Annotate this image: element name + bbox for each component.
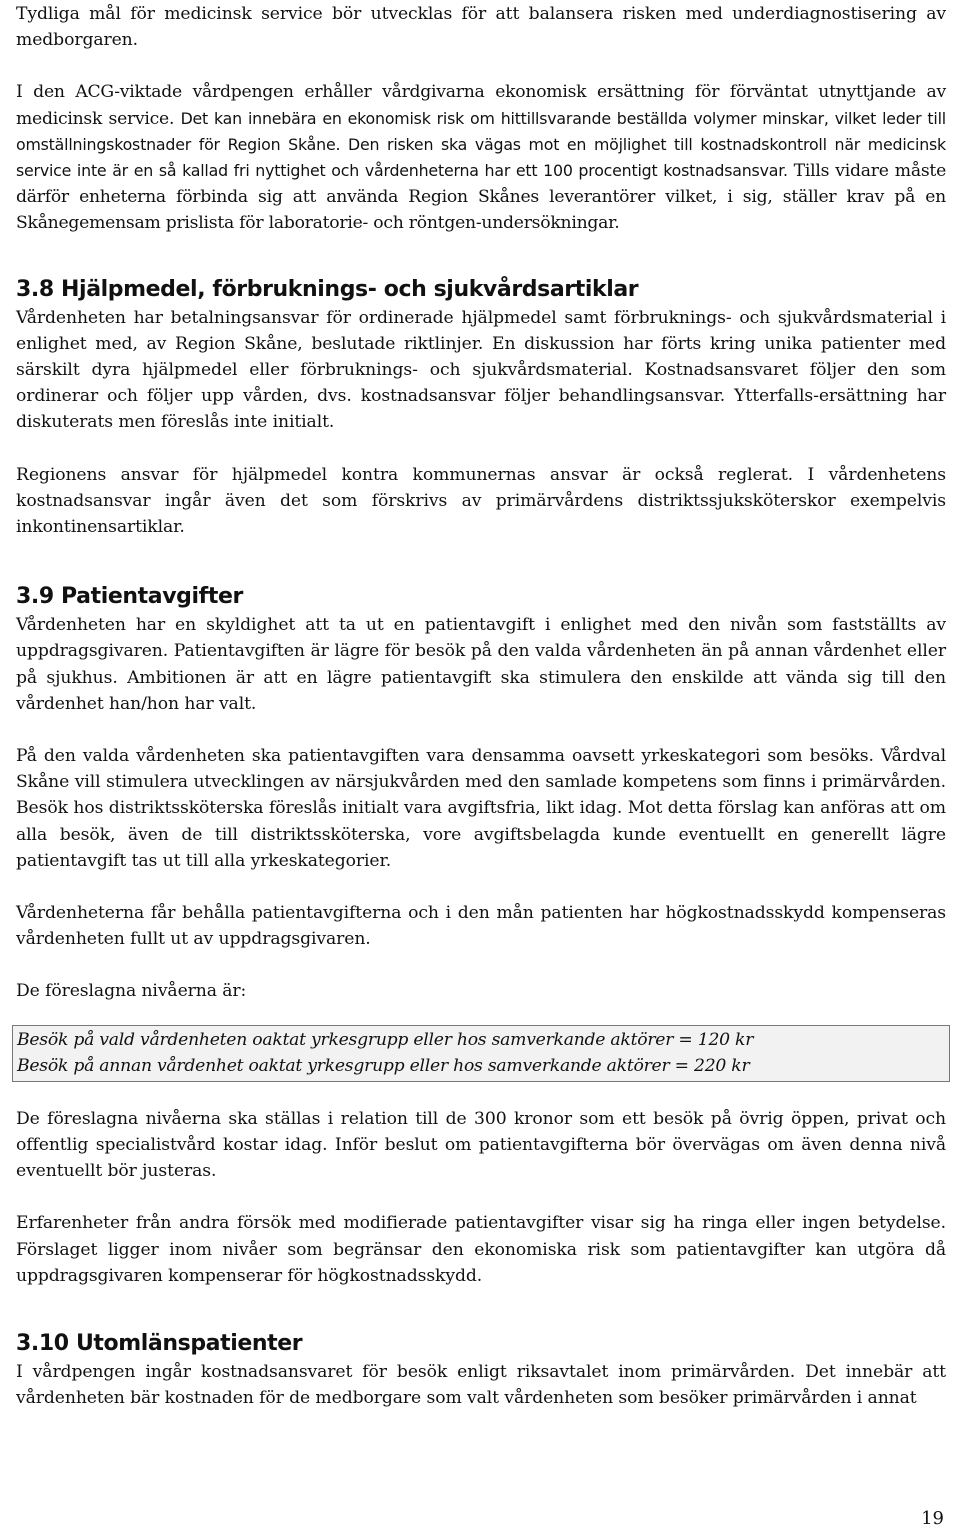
- paragraph-utomlanspatienter: I vårdpengen ingår kostnadsansvaret för besök enligt riksavtalet inom primärvården. Det innebär att vårdenheten bär kostnaden för de medborgare som valt vårdenheten som besöker primärvården i annat: [16, 1361, 946, 1409]
- section-title: Utomlänspatienter: [75, 1330, 303, 1356]
- section-title: Hjälpmedel, förbruknings- och sjukvårdsartiklar: [61, 276, 639, 302]
- section-heading-3-10: [16, 1331, 946, 1357]
- page-number: 19: [921, 1508, 944, 1529]
- section-heading-3-8: [16, 277, 946, 303]
- paragraph-regionens-ansvar: Regionens ansvar för hjälpmedel kontra kommunernas ansvar är också reglerat. I vårdenhetens kostnadsansvar ingår även det som förskrivs av primärvårdens distriktssjuksköterskor exempelvis inkontinensartiklar.: [16, 464, 946, 538]
- section-number: 3.9: [16, 584, 54, 610]
- paragraph-hjalpmedel-ansvar: Vårdenheten har betalningsansvar för ordinerade hjälpmedel samt förbruknings- och sjukvårdsmaterial i enlighet med, av Region Skåne, beslutade riktlinjer. En diskussion har förts kring unika patienter med särskilt dyra hjälpmedel eller förbruknings- och sjukvårdsmaterial. Kostnadsansvaret följer den som ordinerar och följer upp vården, dvs. kostnadsansvar följer behandlingsansvar. Ytterfalls-ersättning har diskuterats men föreslås inte initialt.: [16, 307, 946, 433]
- paragraph-erfarenheter: Erfarenheter från andra försök med modifierade patientavgifter visar sig ha ringa eller ingen betydelse. Förslaget ligger inom nivåer som begränsar den ekonomiska risk som patientavgifter kan utgöra då uppdragsgivaren kompenserar för högkostnadsskydd.: [16, 1213, 946, 1286]
- fee-levels-box: [12, 1025, 950, 1082]
- paragraph-acg-sentence-2: Det kan innebära en ekonomisk risk om hittillsvarande beställda volymer minskar, vilket leder till omställningskostnader för Region Skåne.: [16, 108, 946, 154]
- section-number: 3.8: [16, 276, 54, 302]
- paragraph-foreslagna-nivaer: De föreslagna nivåerna är:: [16, 981, 247, 1002]
- fee-level-annan-vardenhet: Besök på annan vårdenhet oaktat yrkesgrupp eller hos samverkande aktörer = 220 kr: [17, 1055, 750, 1076]
- paragraph-acg-sentence-3: Den risken ska vägas mot en möjlighet till kostnadskontroll när medicinsk service inte är en så kallad fri nyttighet och vårdenheterna har ett 100 procentigt kostnadsansvar.: [16, 134, 946, 181]
- paragraph-acg-sentence-1: I den ACG-viktade vårdpengen erhåller vårdgivarna ekonomisk ersättning för förväntat utnyttjande av medicinsk service.: [16, 82, 946, 129]
- paragraph-medicinsk-service-goals: Tydliga mål för medicinsk service bör utvecklas för att balansera risken med underdiagnostisering av medborgaren.: [16, 4, 946, 51]
- section-title: Patientavgifter: [61, 584, 243, 610]
- fee-level-vald-vardenhet: Besök på vald vårdenheten oaktat yrkesgrupp eller hos samverkande aktörer = 120 kr: [17, 1029, 754, 1050]
- paragraph-patientavgift-skyldighet: Vårdenheten har en skyldighet att ta ut en patientavgift i enlighet med den nivån som fastställts av uppdragsgivaren. Patientavgiften är lägre för besök på den valda vårdenheten än på annan vårdenhet eller på sjukhus. Ambitionen är att en lägre patientavgift ska stimulera den enskilde att vända sig till den vårdenhet han/hon har valt.: [16, 615, 946, 714]
- paragraph-acg-sentence-4: Tills vidare måste därför enheterna förbinda sig att använda Region Skånes leverantörer vilket, i sig, ställer krav på en Skånegemensam prislista för laboratorie- och röntgen-undersökningar.: [16, 161, 946, 234]
- document-page: [16, 0, 946, 1411]
- section-number: 3.10: [16, 1330, 69, 1356]
- paragraph-patientavgift-yrkeskategori: På den valda vårdenheten ska patientavgiften vara densamma oavsett yrkeskategori som besöks. Vårdval Skåne vill stimulera utvecklingen av närsjukvården med den samlade kompetens som finns i primärvården. Besök hos distriktssköterska föreslås initialt vara avgiftsfria, likt idag. Mot detta förslag kan anföras att om alla besök, även de till distriktssköterska, vore avgiftsbelagda kunde eventuellt en generellt lägre patientavgift tas ut till alla yrkeskategorier.: [16, 746, 946, 871]
- paragraph-nivaer-relation: De föreslagna nivåerna ska ställas i relation till de 300 kronor som ett besök på övrig öppen, privat och offentlig specialistvård kostar idag. Inför beslut om patientavgifterna bör övervägas om även denna nivå eventuellt bör justeras.: [16, 1108, 946, 1182]
- paragraph-hogkostnadsskydd: Vårdenheterna får behålla patientavgifterna och i den mån patienten har högkostnadsskydd kompenseras vårdenheten fullt ut av uppdragsgivaren.: [16, 903, 946, 950]
- section-heading-3-9: [16, 584, 946, 610]
- paragraph-acg-vardpeng: [16, 79, 946, 236]
